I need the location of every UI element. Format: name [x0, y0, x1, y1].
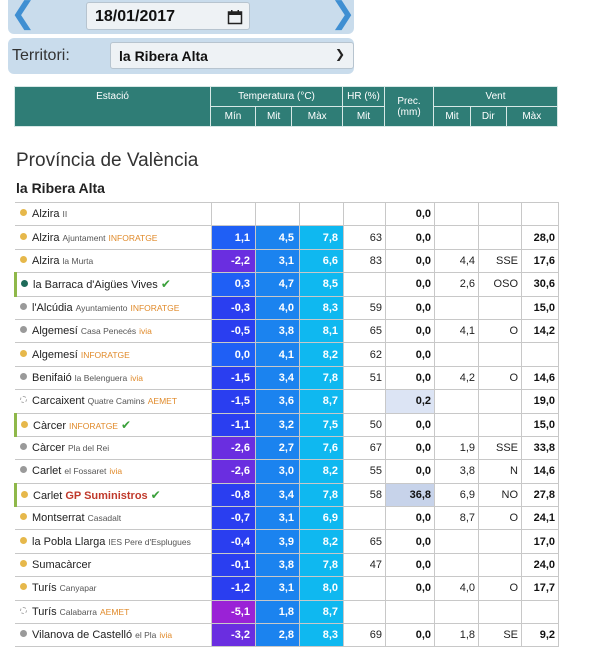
cell-hr: [344, 390, 386, 413]
cell-prec: 0,0: [386, 460, 435, 483]
status-dot-icon: [20, 513, 27, 520]
station-network-logo: [69, 421, 118, 431]
status-dot-icon: [21, 491, 28, 498]
cell-wmit: 4,2: [435, 366, 479, 389]
station-name-cell[interactable]: [16, 483, 212, 506]
column-header: [14, 86, 558, 127]
station-subname: Calabarra: [59, 606, 97, 617]
cell-max: 7,5: [300, 413, 344, 436]
table-row[interactable]: [16, 273, 559, 296]
cell-mit: 3,6: [256, 390, 300, 413]
station-name[interactable]: Turís: [32, 582, 57, 595]
cell-prec: 36,8: [386, 483, 435, 506]
cell-wmit: 4,4: [435, 249, 479, 272]
station-name[interactable]: Benifaió: [32, 371, 72, 384]
header-hr: HR (%): [343, 87, 385, 107]
cell-wmit: 2,6: [435, 273, 479, 296]
cell-max: 8,3: [300, 624, 344, 647]
status-dot-icon: [20, 373, 27, 380]
cell-min: -5,1: [212, 600, 256, 623]
cell-wmit: [435, 343, 479, 366]
status-dot-icon: [21, 421, 28, 428]
cell-dir: [479, 390, 522, 413]
cell-wmit: [435, 390, 479, 413]
cell-hr: [344, 273, 386, 296]
cell-hr: 62: [344, 343, 386, 366]
cell-max: 8,1: [300, 319, 344, 342]
table-row[interactable]: [16, 553, 559, 576]
table-row[interactable]: [16, 203, 559, 226]
cell-dir: O: [479, 319, 522, 342]
station-name-cell[interactable]: [16, 460, 212, 483]
status-dot-icon: [20, 583, 27, 590]
cell-prec: 0,0: [386, 343, 435, 366]
station-name[interactable]: la Barraca d'Aigües Vives: [33, 279, 158, 292]
station-name-cell[interactable]: [16, 577, 212, 600]
cell-hr: [344, 577, 386, 600]
cell-prec: 0,0: [386, 203, 435, 226]
station-network: AEMET: [147, 396, 178, 407]
cell-wmax: 14,6: [522, 460, 559, 483]
station-network-logo: [159, 630, 172, 640]
cell-wmax: [522, 343, 559, 366]
cell-wmax: 27,8: [522, 483, 559, 506]
cell-wmax: 9,2: [522, 624, 559, 647]
cell-dir: NO: [479, 483, 522, 506]
table-row[interactable]: [16, 483, 559, 506]
checkmark-icon: ✔: [160, 277, 171, 292]
territory-label: Territori:: [12, 47, 70, 64]
status-dot-icon: [20, 233, 27, 240]
cell-prec: 0,0: [386, 624, 435, 647]
station-subname: Quatre Camins: [87, 396, 145, 407]
cell-wmit: [435, 530, 479, 553]
station-name-cell[interactable]: [16, 507, 212, 530]
header-vent-mit: Mit: [434, 107, 471, 127]
cell-max: 8,0: [300, 577, 344, 600]
station-name-cell[interactable]: [16, 226, 212, 249]
status-dot-icon: [20, 209, 27, 216]
territory-selector: [8, 38, 354, 74]
cell-hr: 51: [344, 366, 386, 389]
cell-hr: 67: [344, 436, 386, 459]
chevron-right-icon[interactable]: ❯: [330, 0, 356, 31]
cell-max: 7,8: [300, 553, 344, 576]
station-name-cell[interactable]: [16, 624, 212, 647]
cell-hr: 59: [344, 296, 386, 319]
cell-mit: 3,1: [256, 249, 300, 272]
cell-wmit: [435, 296, 479, 319]
date-input[interactable]: [86, 2, 250, 30]
station-network: INFORATGE: [80, 349, 130, 360]
cell-prec: 0,0: [386, 436, 435, 459]
station-name[interactable]: Carlet: [32, 465, 62, 478]
station-network: INFORATGE: [69, 420, 118, 431]
station-network-logo: [130, 303, 179, 313]
cell-max: 8,2: [300, 343, 344, 366]
cell-wmit: 8,7: [435, 507, 479, 530]
table-row[interactable]: [16, 600, 559, 623]
header-hr-mit: Mit: [343, 107, 385, 127]
station-name[interactable]: Algemesí: [32, 348, 78, 361]
cell-max: 7,6: [300, 436, 344, 459]
cell-mit: 3,9: [256, 530, 300, 553]
station-name-cell[interactable]: [16, 273, 212, 296]
status-dot-icon: [20, 607, 27, 614]
chevron-left-icon[interactable]: ❮: [10, 0, 36, 31]
cell-max: 6,9: [300, 507, 344, 530]
cell-wmit: [435, 553, 479, 576]
cell-prec: 0,0: [386, 553, 435, 576]
station-subname: Pla del Rei: [68, 443, 110, 454]
cell-dir: [479, 343, 522, 366]
table-row[interactable]: [16, 577, 559, 600]
cell-wmax: 15,0: [522, 413, 559, 436]
cell-hr: [344, 203, 386, 226]
cell-min: [212, 203, 256, 226]
station-name-cell[interactable]: [16, 600, 212, 623]
cell-prec: [386, 600, 435, 623]
cell-hr: 65: [344, 530, 386, 553]
station-name[interactable]: Alzira: [32, 254, 60, 267]
cell-wmax: 17,7: [522, 577, 559, 600]
cell-max: 7,8: [300, 366, 344, 389]
station-network: INFORATGE: [108, 232, 158, 243]
station-subname: el Pla: [135, 630, 157, 641]
cell-min: -0,7: [212, 507, 256, 530]
cell-wmax: 15,0: [522, 296, 559, 319]
status-dot-icon: [20, 303, 27, 310]
cell-wmax: 17,6: [522, 249, 559, 272]
cell-min: -0,4: [212, 530, 256, 553]
cell-mit: 3,4: [256, 483, 300, 506]
table-row[interactable]: [16, 296, 559, 319]
cell-max: 8,7: [300, 390, 344, 413]
station-network-logo: [139, 326, 152, 336]
station-subname: la Belenguera: [74, 372, 128, 383]
cell-mit: 4,7: [256, 273, 300, 296]
cell-min: 1,1: [212, 226, 256, 249]
table-row[interactable]: [16, 507, 559, 530]
cell-hr: 69: [344, 624, 386, 647]
station-name[interactable]: Montserrat: [32, 512, 85, 525]
cell-wmax: 33,8: [522, 436, 559, 459]
header-temp-min: Mín: [211, 107, 256, 127]
station-network: INFORATGE: [130, 302, 180, 313]
station-network: ivia: [139, 326, 152, 337]
station-network-logo: [148, 396, 177, 406]
cell-hr: 58: [344, 483, 386, 506]
status-dot-icon: [20, 256, 27, 263]
stations-table: [14, 202, 559, 647]
status-dot-icon: [21, 280, 28, 287]
cell-mit: 4,1: [256, 343, 300, 366]
cell-hr: 47: [344, 553, 386, 576]
cell-max: 8,2: [300, 460, 344, 483]
cell-mit: 3,0: [256, 460, 300, 483]
station-subname: IES Pere d'Esplugues: [108, 536, 191, 547]
cell-hr: 55: [344, 460, 386, 483]
station-network-logo: [130, 373, 143, 383]
station-subname: II: [62, 209, 68, 220]
station-network: ivia: [159, 630, 173, 641]
station-name[interactable]: Carcaixent: [32, 395, 85, 408]
cell-mit: 4,5: [256, 226, 300, 249]
cell-wmit: [435, 226, 479, 249]
cell-wmax: [522, 203, 559, 226]
station-name[interactable]: la Pobla Llarga: [32, 535, 106, 548]
station-network: ivia: [130, 372, 143, 383]
cell-dir: [479, 226, 522, 249]
cell-dir: [479, 413, 522, 436]
station-network: ivia: [109, 466, 123, 477]
cell-min: -1,2: [212, 577, 256, 600]
station-name[interactable]: l'Alcúdia: [32, 301, 73, 314]
cell-mit: 3,8: [256, 553, 300, 576]
header-prec: Prec. (mm): [385, 87, 434, 127]
status-dot-icon: [20, 396, 27, 403]
station-name[interactable]: Vilanova de Castelló: [32, 629, 133, 642]
cell-wmit: 4,0: [435, 577, 479, 600]
cell-dir: SE: [479, 624, 522, 647]
cell-prec: 0,0: [386, 249, 435, 272]
station-name-cell[interactable]: [16, 530, 212, 553]
territory-select[interactable]: [110, 42, 354, 69]
station-name[interactable]: Turís: [32, 605, 57, 618]
station-subname: Ayuntamiento: [75, 302, 128, 313]
station-name-cell[interactable]: [16, 296, 212, 319]
cell-mit: 3,1: [256, 507, 300, 530]
cell-prec: 0,0: [386, 413, 435, 436]
table-row[interactable]: [16, 366, 559, 389]
date-value: 18/01/2017: [95, 8, 176, 25]
cell-wmax: [522, 600, 559, 623]
cell-max: 8,3: [300, 296, 344, 319]
status-dot-icon: [20, 630, 27, 637]
cell-hr: 63: [344, 226, 386, 249]
cell-prec: 0,0: [386, 319, 435, 342]
cell-mit: [256, 203, 300, 226]
cell-min: -1,5: [212, 366, 256, 389]
header-vent-dir: Dir: [471, 107, 507, 127]
cell-min: 0,3: [212, 273, 256, 296]
station-subname: Canyapar: [59, 583, 97, 594]
cell-hr: 65: [344, 319, 386, 342]
cell-hr: [344, 600, 386, 623]
cell-prec: 0,0: [386, 577, 435, 600]
cell-wmax: 14,6: [522, 366, 559, 389]
table-row[interactable]: [16, 226, 559, 249]
station-subname: Casa Penecés: [80, 326, 137, 337]
cell-dir: OSO: [479, 273, 522, 296]
cell-dir: SSE: [479, 436, 522, 459]
table-row[interactable]: [16, 530, 559, 553]
cell-mit: 3,2: [256, 413, 300, 436]
status-dot-icon: [20, 443, 27, 450]
station-subname: Casadalt: [87, 513, 122, 524]
station-network-logo: [100, 607, 129, 617]
cell-wmax: 28,0: [522, 226, 559, 249]
cell-min: -2,6: [212, 460, 256, 483]
header-temp-mit: Mit: [255, 107, 291, 127]
cell-hr: [344, 507, 386, 530]
cell-prec: 0,0: [386, 226, 435, 249]
cell-prec: 0,0: [386, 366, 435, 389]
station-name-cell[interactable]: [16, 390, 212, 413]
cell-wmit: [435, 413, 479, 436]
cell-min: -1,5: [212, 390, 256, 413]
cell-hr: 50: [344, 413, 386, 436]
cell-wmax: 17,0: [522, 530, 559, 553]
cell-dir: [479, 600, 522, 623]
cell-wmit: 6,9: [435, 483, 479, 506]
cell-prec: 0,0: [386, 296, 435, 319]
cell-mit: 3,8: [256, 319, 300, 342]
table-row[interactable]: [16, 343, 559, 366]
station-name-cell[interactable]: [16, 413, 212, 436]
cell-min: -0,1: [212, 553, 256, 576]
station-name-cell[interactable]: [16, 436, 212, 459]
cell-dir: N: [479, 460, 522, 483]
cell-min: -1,1: [212, 413, 256, 436]
cell-prec: 0,0: [386, 273, 435, 296]
status-dot-icon: [20, 326, 27, 333]
station-name[interactable]: Algemesí: [32, 325, 78, 338]
cell-mit: 1,8: [256, 600, 300, 623]
header-temperatura: Temperatura (°C): [211, 87, 343, 107]
cell-wmax: 24,1: [522, 507, 559, 530]
station-network-logo: [109, 233, 158, 243]
cell-max: 7,8: [300, 226, 344, 249]
table-row[interactable]: [16, 460, 559, 483]
station-name[interactable]: Càrcer: [33, 419, 67, 432]
cell-dir: O: [479, 507, 522, 530]
cell-wmax: 30,6: [522, 273, 559, 296]
cell-max: 8,5: [300, 273, 344, 296]
cell-min: -2,6: [212, 436, 256, 459]
header-vent: Vent: [434, 87, 558, 107]
header-vent-max: Màx: [506, 107, 557, 127]
cell-wmit: 3,8: [435, 460, 479, 483]
cell-mit: 4,0: [256, 296, 300, 319]
station-name-cell[interactable]: [16, 319, 212, 342]
table-row[interactable]: [16, 249, 559, 272]
date-navigation: [8, 0, 354, 34]
cell-prec: 0,0: [386, 530, 435, 553]
cell-mit: 3,4: [256, 366, 300, 389]
status-dot-icon: [20, 350, 27, 357]
cell-min: -3,2: [212, 624, 256, 647]
station-subname: el Fossaret: [64, 466, 107, 477]
cell-wmit: 4,1: [435, 319, 479, 342]
cell-max: 8,2: [300, 530, 344, 553]
cell-wmit: [435, 600, 479, 623]
station-name-cell[interactable]: [16, 249, 212, 272]
table-row[interactable]: [16, 319, 559, 342]
table-row[interactable]: [16, 390, 559, 413]
cell-min: -0,3: [212, 296, 256, 319]
cell-dir: SSE: [479, 249, 522, 272]
cell-hr: 83: [344, 249, 386, 272]
table-row[interactable]: [16, 624, 559, 647]
station-network: GP Suministros: [65, 489, 148, 502]
cell-max: [300, 203, 344, 226]
station-name[interactable]: Alzira: [32, 231, 60, 244]
table-row[interactable]: [16, 413, 559, 436]
cell-max: 8,7: [300, 600, 344, 623]
cell-wmax: 24,0: [522, 553, 559, 576]
station-name[interactable]: Sumacàrcer: [32, 559, 92, 572]
header-estacio: Estació: [15, 87, 211, 127]
cell-wmit: 1,9: [435, 436, 479, 459]
cell-dir: O: [479, 577, 522, 600]
province-title: Província de València: [16, 150, 199, 171]
status-dot-icon: [20, 537, 27, 544]
cell-wmax: 19,0: [522, 390, 559, 413]
station-network: AEMET: [99, 606, 130, 617]
cell-prec: 0,2: [386, 390, 435, 413]
station-name-cell[interactable]: [16, 366, 212, 389]
station-name[interactable]: Càrcer: [32, 442, 66, 455]
territory-value: la Ribera Alta: [119, 48, 208, 64]
header-temp-max: Màx: [292, 107, 343, 127]
chevron-down-icon: ❯: [334, 47, 345, 61]
cell-wmit: 1,8: [435, 624, 479, 647]
cell-mit: 3,1: [256, 577, 300, 600]
status-dot-icon: [20, 466, 27, 473]
table-row[interactable]: [16, 436, 559, 459]
cell-wmit: [435, 203, 479, 226]
station-name[interactable]: Carlet: [33, 489, 63, 502]
cell-dir: [479, 296, 522, 319]
cell-min: -2,2: [212, 249, 256, 272]
cell-min: 0,0: [212, 343, 256, 366]
station-network-logo: [81, 350, 130, 360]
checkmark-icon: ✔: [150, 487, 161, 502]
cell-max: 6,6: [300, 249, 344, 272]
cell-max: 7,8: [300, 483, 344, 506]
cell-wmax: 14,2: [522, 319, 559, 342]
checkmark-icon: ✔: [120, 417, 132, 432]
station-name-cell[interactable]: [16, 343, 212, 366]
station-subname: la Murta: [62, 255, 94, 266]
cell-min: -0,5: [212, 319, 256, 342]
station-subname: Ajuntament: [62, 232, 106, 243]
station-name[interactable]: Alzira: [32, 208, 60, 221]
station-network-logo: [65, 491, 147, 501]
cell-dir: [479, 553, 522, 576]
cell-dir: O: [479, 366, 522, 389]
cell-dir: [479, 530, 522, 553]
cell-prec: 0,0: [386, 507, 435, 530]
region-title: la Ribera Alta: [16, 180, 105, 196]
calendar-icon[interactable]: [227, 9, 243, 25]
cell-dir: [479, 203, 522, 226]
station-network-logo: [109, 466, 122, 476]
cell-min: -0,8: [212, 483, 256, 506]
station-name-cell[interactable]: [16, 203, 212, 226]
status-dot-icon: [20, 560, 27, 567]
cell-mit: 2,8: [256, 624, 300, 647]
station-name-cell[interactable]: [16, 553, 212, 576]
cell-mit: 2,7: [256, 436, 300, 459]
